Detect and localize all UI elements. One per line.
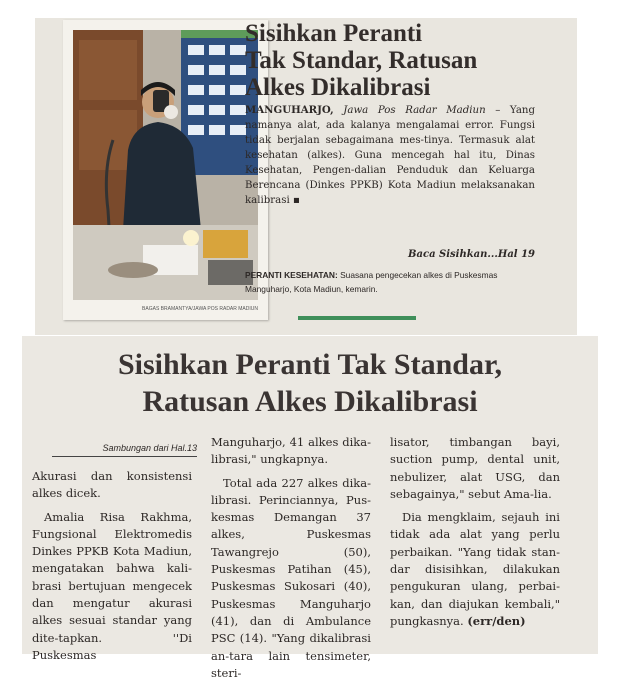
paragraph: Manguharjo, 41 alkes dika-librasi," ungkapnya. [211,435,371,467]
paragraph: Total ada 227 alkes dika-librasi. Perinciannya, Pus-kesmas Demangan 37 alkes, Puskesmas Tawangrejo (50), Puskesmas Patihan (45), Puskesmas Sukosari (40), Puskesmas Manguharjo (41), dan di Ambulance PSC (14). "Yang dikalibrasi an-tara lain tensimeter, steri- [211,475,371,680]
top-headline-line-3: Alkes Dikalibrasi [245,74,431,101]
top-headline [245,20,535,101]
caption-label: PERANTI KESEHATAN: [245,270,338,280]
bottom-clipping [22,336,598,680]
bottom-headline-line-1: Sisihkan Peranti Tak Standar, [117,348,503,381]
paragraph-text: Dia mengklaim, sejauh ini tidak ada alat yang perlu perbaikan. "Yang tidak stan-dar disisihkan, dilakukan pengukuran ulang, perbai-kan, dan diajukan kembali," pungkasnya. [390,510,560,628]
section-rule [298,316,416,320]
lead-paragraph [245,103,535,208]
article-column-1 [32,468,192,664]
continuation-rule [52,456,197,457]
photo-credit: BAGAS BRAMANTYA/JAWA POS RADAR MADIUN [142,306,258,312]
paragraph [390,509,560,630]
caption-text: Suasana pengecekan alkes di Puskesmas Manguharjo, Kota Madiun, kemarin. [245,270,498,294]
top-headline-line-2: Tak Standar, Ratusan [245,47,478,74]
paragraph: lisator, timbangan bayi, suction pump, dental unit, nebulizer, alat USG, dan sebagainya," sebut Ama-lia. [390,435,560,501]
continued-link: Baca Sisihkan...Hal 19 [408,249,535,260]
news-photo [63,20,268,320]
top-headline-line-1: Sisihkan Peranti [245,20,423,47]
article-column-2 [211,434,371,682]
article-column-3 [390,434,560,630]
agency: Jawa Pos Radar Madiun [343,105,486,116]
photo-caption [245,268,537,296]
lead-text: – Yang namanya alat, ada kalanya mengalamai error. Fungsi tidak berjalan sebagaimana mes-tinya. Termasuk alat kesehatan (alkes). Guna mencegah hal itu, Dinas Kesehatan, Pengen-dalian Penduduk dan Keluarga Berencana (Dinkes PPKB) Kota Madiun melaksanakan kalibrasi ▪ [245,105,535,206]
author-sign-off: (err/den) [467,613,526,628]
paragraph: Akurasi dan konsistensi alkes dicek. [32,469,192,501]
bottom-headline-line-2: Ratusan Alkes Dikalibrasi [142,385,478,418]
continuation-note: Sambungan dari Hal.13 [102,443,197,453]
paragraph: Amalia Risa Rakhma, Fungsional Elektromedis Dinkes PPKB Kota Madiun, mengatakan bahwa kali-brasi bertujuan mengecek dan mengatur akurasi alkes sesuai standar yang dite-tapkan. ''Di Puskesmas [32,509,192,662]
dateline: MANGUHARJO, [245,104,334,116]
technician-photo [73,30,258,300]
bottom-headline [22,346,598,420]
